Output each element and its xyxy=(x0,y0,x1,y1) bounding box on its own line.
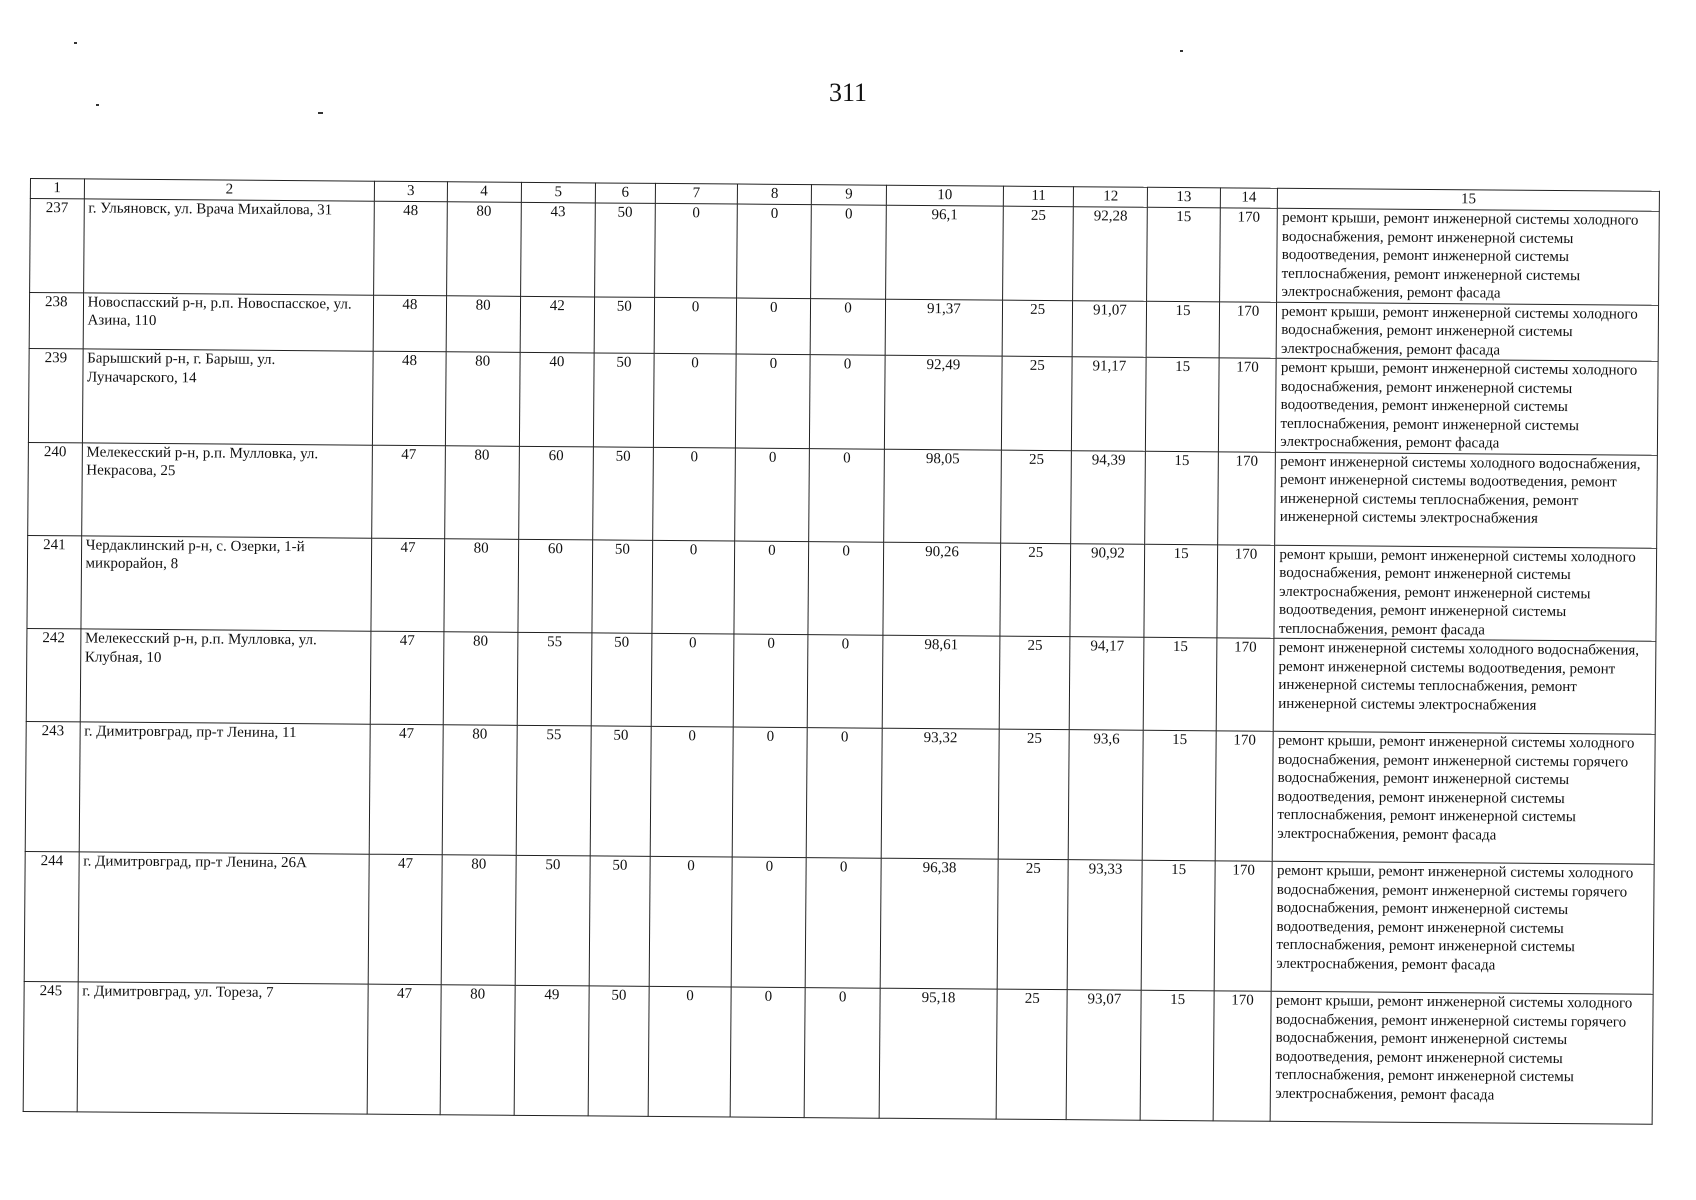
cell-col-8: 0 xyxy=(736,354,811,448)
cell-col-11: 25 xyxy=(1000,543,1071,637)
cell-col-13: 15 xyxy=(1144,637,1217,731)
cell-row-number: 240 xyxy=(28,442,82,535)
cell-col-8: 0 xyxy=(732,727,807,858)
cell-col-5: 55 xyxy=(517,632,592,726)
cell-col-10: 92,49 xyxy=(884,355,1002,449)
cell-col-8: 0 xyxy=(735,448,810,542)
cell-col-13: 15 xyxy=(1146,357,1219,451)
cell-col-13: 15 xyxy=(1147,301,1220,358)
cell-col-6: 50 xyxy=(589,856,650,986)
cell-col-5: 60 xyxy=(518,446,593,540)
cell-col-14: 170 xyxy=(1219,301,1277,358)
cell-col-11: 25 xyxy=(999,636,1070,730)
cell-col-13: 15 xyxy=(1141,990,1214,1121)
cell-col-8: 0 xyxy=(734,541,809,635)
cell-col-9: 0 xyxy=(809,448,884,542)
cell-col-12: 93,33 xyxy=(1067,860,1142,991)
cell-col-7: 0 xyxy=(654,297,737,354)
cell-work-types: ремонт крыши, ремонт инженерной системы холодного водоснабжения, ремонт инженерной системы электроснабжения, ремонт инженерной системы водоотведения, ремонт инженерной системы теплоснабжения, ремонт фасада xyxy=(1274,545,1656,641)
column-header: 3 xyxy=(375,181,447,202)
cell-col-14: 170 xyxy=(1218,358,1276,452)
cell-col-7: 0 xyxy=(651,633,734,727)
cell-work-types: ремонт крыши, ремонт инженерной системы холодного водоснабжения, ремонт инженерной системы горячего водоснабжения, ремонт инженерной системы водоотведения, ремонт инженерной системы теплоснабжения, ремонт инженерной системы электроснабжения, ремонт фасада xyxy=(1272,861,1655,994)
cell-address: г. Димитровград, ул. Тореза, 7 xyxy=(77,982,369,1114)
cell-col-12: 93,07 xyxy=(1066,990,1141,1121)
cell-col-5: 43 xyxy=(520,202,595,296)
cell-col-6: 50 xyxy=(594,296,654,353)
cell-work-types: ремонт крыши, ремонт инженерной системы холодного водоснабжения, ремонт инженерной системы водоотведения, ремонт инженерной системы теплоснабжения, ремонт инженерной системы электроснабжения, ремонт фасада xyxy=(1276,358,1658,454)
cell-col-5: 60 xyxy=(518,539,593,633)
table-row xyxy=(23,981,1653,1124)
cell-col-9: 0 xyxy=(805,988,880,1119)
column-header: 8 xyxy=(738,184,812,205)
cell-col-12: 93,6 xyxy=(1068,730,1143,861)
cell-address: Мелекесский р-н, р.п. Мулловка, ул. Клубная, 10 xyxy=(80,629,371,724)
cell-col-11: 25 xyxy=(1002,356,1073,450)
document-sheet xyxy=(23,178,1660,1125)
cell-col-7: 0 xyxy=(653,353,736,447)
column-header: 10 xyxy=(886,185,1004,206)
cell-work-types: ремонт крыши, ремонт инженерной системы холодного водоснабжения, ремонт инженерной системы горячего водоснабжения, ремонт инженерной системы водоотведения, ремонт инженерной системы теплоснабжения, ремонт инженерной системы электроснабжения, ремонт фасада xyxy=(1273,731,1656,864)
cell-col-13: 15 xyxy=(1144,544,1217,638)
cell-col-14: 170 xyxy=(1217,544,1275,638)
cell-col-7: 0 xyxy=(654,203,737,297)
cell-col-3: 47 xyxy=(371,538,444,632)
scan-speck xyxy=(74,42,77,44)
cell-address: Чердаклинский р-н, с. Озерки, 1-й микрорайон, 8 xyxy=(81,535,372,631)
cell-work-types: ремонт крыши, ремонт инженерной системы холодного водоснабжения, ремонт инженерной системы горячего водоснабжения, ремонт инженерной системы водоотведения, ремонт инженерной системы теплоснабжения, ремонт инженерной системы электроснабжения, ремонт фасада xyxy=(1271,991,1654,1124)
cell-work-types: ремонт крыши, ремонт инженерной системы холодного водоснабжения, ремонт инженерной системы водоотведения, ремонт инженерной системы теплоснабжения, ремонт инженерной системы электроснабжения, ремонт фасада xyxy=(1277,208,1659,304)
cell-col-11: 25 xyxy=(996,989,1067,1120)
cell-col-14: 170 xyxy=(1216,638,1274,731)
cell-col-13: 15 xyxy=(1145,451,1218,545)
cell-col-10: 90,26 xyxy=(883,542,1001,636)
cell-col-9: 0 xyxy=(810,355,885,449)
cell-row-number: 243 xyxy=(25,721,80,851)
cell-col-3: 48 xyxy=(373,351,446,445)
cell-col-9: 0 xyxy=(808,635,883,729)
scan-speck xyxy=(96,104,99,106)
cell-col-11: 25 xyxy=(998,729,1069,860)
cell-col-9: 0 xyxy=(807,728,882,859)
cell-col-3: 47 xyxy=(371,631,444,725)
cell-col-8: 0 xyxy=(737,204,812,298)
column-header: 6 xyxy=(595,183,655,203)
cell-col-13: 15 xyxy=(1143,730,1216,861)
cell-col-12: 92,28 xyxy=(1073,207,1148,301)
cell-col-14: 170 xyxy=(1217,451,1275,544)
cell-address: г. Димитровград, пр-т Ленина, 26А xyxy=(78,852,370,984)
cell-col-3: 47 xyxy=(368,984,441,1115)
column-header: 5 xyxy=(521,182,595,203)
cell-col-8: 0 xyxy=(730,987,805,1118)
cell-col-11: 25 xyxy=(997,859,1068,990)
cell-col-3: 47 xyxy=(370,724,443,855)
cell-col-8: 0 xyxy=(731,857,806,988)
table-row xyxy=(28,348,1658,454)
cell-col-12: 91,07 xyxy=(1072,300,1147,357)
cell-address: г. Димитровград, пр-т Ленина, 11 xyxy=(79,722,371,854)
cell-col-7: 0 xyxy=(649,856,732,987)
cell-col-8: 0 xyxy=(733,634,808,728)
cell-row-number: 241 xyxy=(27,535,81,629)
cell-col-9: 0 xyxy=(811,205,886,299)
cell-col-6: 50 xyxy=(595,203,656,297)
cell-col-10: 96,38 xyxy=(880,858,999,989)
cell-col-13: 15 xyxy=(1142,860,1215,991)
cell-col-3: 48 xyxy=(374,201,447,295)
cell-col-5: 40 xyxy=(519,352,594,446)
cell-col-4: 80 xyxy=(446,295,521,352)
cell-work-types: ремонт крыши, ремонт инженерной системы холодного водоснабжения, ремонт инженерной системы электроснабжения, ремонт фасада xyxy=(1276,302,1658,361)
cell-row-number: 242 xyxy=(26,628,80,721)
cell-col-5: 50 xyxy=(515,855,590,986)
table-row xyxy=(24,851,1654,994)
cell-col-5: 55 xyxy=(516,725,591,856)
cell-col-8: 0 xyxy=(736,298,811,355)
table-row xyxy=(27,535,1657,641)
cell-col-14: 170 xyxy=(1215,731,1274,861)
cell-col-6: 50 xyxy=(590,726,651,856)
cell-col-3: 47 xyxy=(372,445,445,539)
cell-col-12: 94,17 xyxy=(1069,637,1144,731)
scan-speck xyxy=(1180,50,1183,52)
cell-col-10: 96,1 xyxy=(885,205,1003,299)
cell-col-6: 50 xyxy=(591,633,652,726)
cell-col-9: 0 xyxy=(808,541,883,635)
cell-col-7: 0 xyxy=(652,540,735,634)
cell-col-6: 50 xyxy=(593,353,654,447)
cell-col-12: 91,17 xyxy=(1072,357,1147,451)
cell-col-7: 0 xyxy=(648,986,731,1117)
column-header: 2 xyxy=(84,179,375,201)
cell-work-types: ремонт инженерной системы холодного водоснабжения, ремонт инженерной системы водоотведения, ремонт инженерной системы теплоснабжения, ремонт инженерной системы электроснабжения xyxy=(1274,638,1656,734)
cell-col-7: 0 xyxy=(650,726,733,857)
cell-col-5: 42 xyxy=(520,296,595,353)
column-header: 14 xyxy=(1220,188,1278,208)
column-header: 13 xyxy=(1148,187,1220,208)
cell-col-4: 80 xyxy=(441,855,516,986)
cell-col-4: 80 xyxy=(443,632,518,726)
cell-col-3: 48 xyxy=(373,295,446,352)
cell-address: Мелекесский р-н, р.п. Мулловка, ул. Некрасова, 25 xyxy=(81,442,372,537)
column-header: 15 xyxy=(1278,188,1660,211)
page-number: 311 xyxy=(828,78,868,107)
cell-col-10: 98,61 xyxy=(882,635,1000,729)
cell-col-4: 80 xyxy=(445,352,520,446)
cell-col-4: 80 xyxy=(442,725,517,856)
cell-col-4: 80 xyxy=(443,538,518,632)
cell-col-11: 25 xyxy=(1001,450,1072,544)
cell-address: Барышский р-н, г. Барыш, ул. Луначарского, 14 xyxy=(82,349,373,445)
scan-speck xyxy=(318,112,323,114)
cell-col-10: 91,37 xyxy=(885,299,1003,356)
repair-program-table xyxy=(23,178,1660,1125)
cell-col-14: 170 xyxy=(1213,991,1272,1121)
cell-col-12: 90,92 xyxy=(1070,543,1145,637)
cell-col-7: 0 xyxy=(652,447,735,541)
cell-row-number: 237 xyxy=(30,199,84,293)
cell-col-14: 170 xyxy=(1219,208,1277,302)
cell-row-number: 244 xyxy=(24,851,79,981)
cell-row-number: 238 xyxy=(29,292,83,349)
cell-col-9: 0 xyxy=(811,298,886,355)
table-row xyxy=(30,199,1660,305)
column-header: 9 xyxy=(812,185,886,206)
cell-row-number: 239 xyxy=(28,348,82,442)
table-row xyxy=(26,628,1656,734)
column-header: 4 xyxy=(447,182,521,203)
cell-col-4: 80 xyxy=(446,202,521,296)
cell-col-4: 80 xyxy=(444,445,519,539)
cell-col-4: 80 xyxy=(440,985,515,1116)
cell-row-number: 245 xyxy=(23,981,78,1111)
cell-col-14: 170 xyxy=(1214,861,1273,991)
cell-col-10: 95,18 xyxy=(879,988,998,1119)
column-header: 7 xyxy=(655,183,738,204)
table-row xyxy=(28,442,1658,548)
cell-col-3: 47 xyxy=(369,854,442,985)
table-body xyxy=(23,179,1659,1125)
cell-col-11: 25 xyxy=(1003,206,1074,300)
column-header: 11 xyxy=(1003,186,1073,207)
cell-col-10: 98,05 xyxy=(883,449,1001,543)
column-header: 1 xyxy=(30,179,84,199)
cell-col-12: 94,39 xyxy=(1071,450,1146,544)
cell-col-13: 15 xyxy=(1147,207,1220,301)
cell-address: г. Ульяновск, ул. Врача Михайлова, 31 xyxy=(83,199,374,295)
table-row xyxy=(25,721,1655,864)
cell-col-10: 93,32 xyxy=(881,728,1000,859)
column-header: 12 xyxy=(1074,187,1148,208)
cell-col-11: 25 xyxy=(1002,300,1073,357)
cell-col-6: 50 xyxy=(593,446,654,539)
cell-col-5: 49 xyxy=(514,985,589,1116)
cell-col-9: 0 xyxy=(806,858,881,989)
cell-work-types: ремонт инженерной системы холодного водоснабжения, ремонт инженерной системы водоотведения, ремонт инженерной системы теплоснабжения, ремонт инженерной системы электроснабжения xyxy=(1275,452,1657,548)
cell-address: Новоспасский р-н, р.п. Новоспасское, ул. Азина, 110 xyxy=(83,292,374,351)
cell-col-6: 50 xyxy=(588,986,649,1116)
cell-col-6: 50 xyxy=(592,539,653,633)
